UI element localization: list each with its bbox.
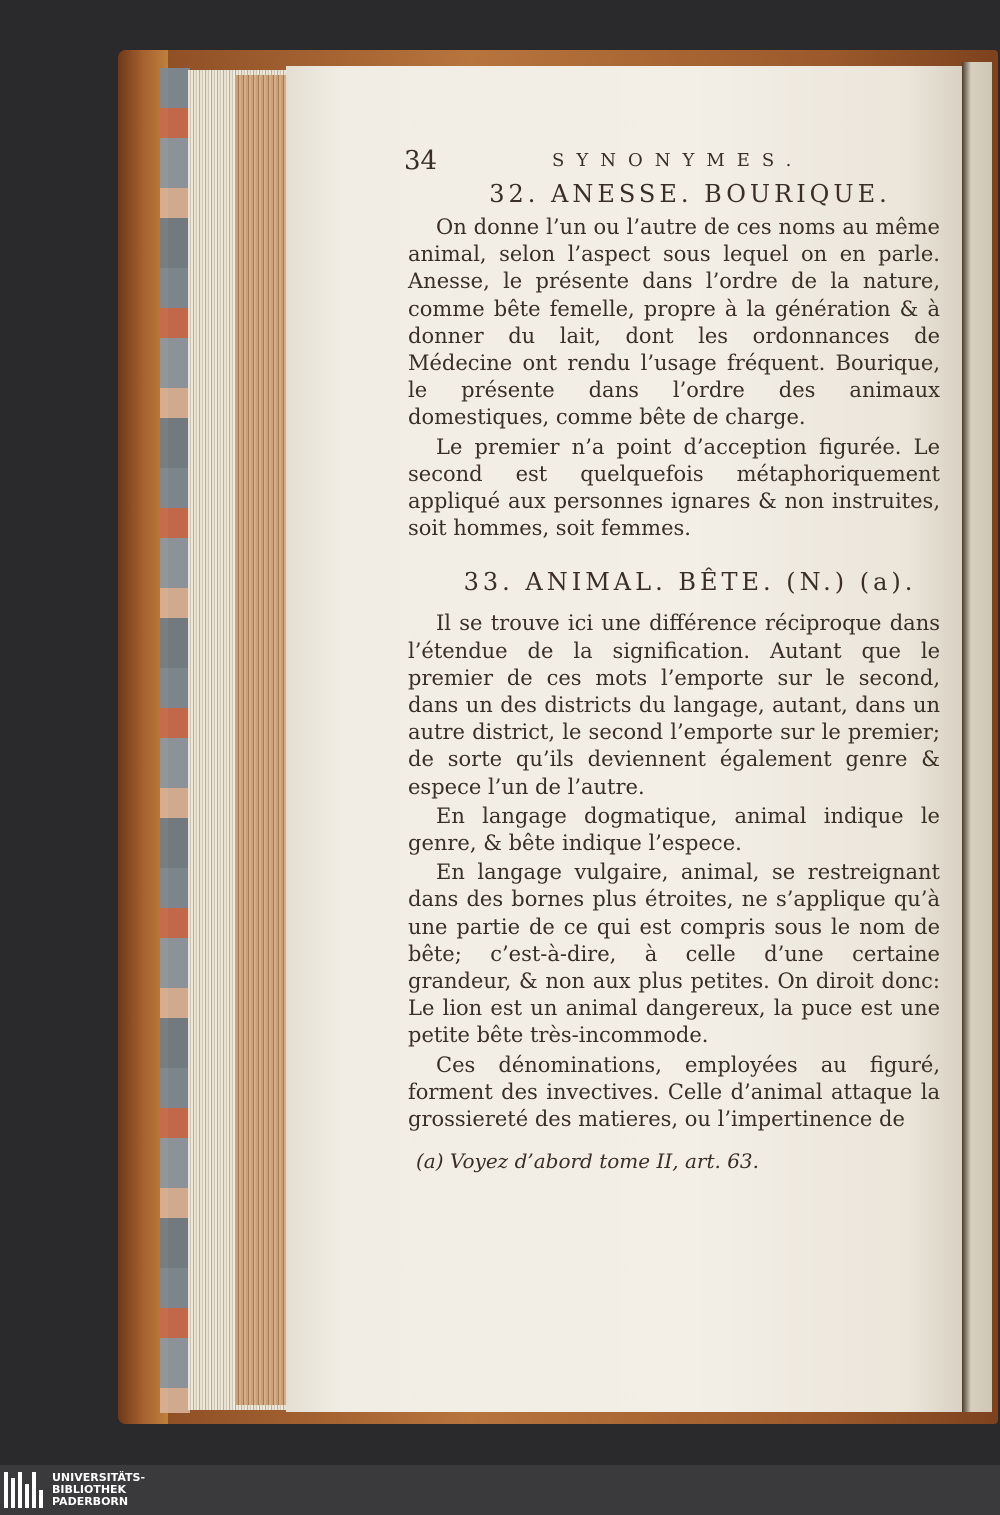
footnote: (a) Voyez d’abord tome II, art. 63. — [416, 1149, 760, 1174]
section-title: 32. ANESSE. BOURIQUE. — [489, 180, 891, 208]
page-stack-edge — [236, 75, 288, 1405]
logo-line: PADERBORN — [52, 1495, 129, 1508]
page-number: 34 — [404, 146, 438, 176]
paragraph: On donne l’un ou l’autre de ces noms au même animal, selon l’aspect sous lequel on en parle. Anesse, le présente dans l’ordre de la nature, comme bête femelle, propre à la génération & à donner du lait, dont les ordonnances de Médecine ont rendu l’usage fréquent. Bourique, le présente dans l’ordre des animaux domestiques, comme bête de charge. — [408, 215, 940, 430]
paragraph: Le premier n’a point d’acception figurée. Le second est quelquefois métaphoriquement appliqué aux personnes ignares & non instruites, soit hommes, soit femmes. — [408, 434, 940, 541]
logo-line: BIBLIOTHEK — [52, 1483, 127, 1496]
paragraph: Ces dénominations, employées au figuré, forment des invectives. Celle d’animal attaque la grossiereté des matieres, ou l’impertinence de — [408, 1052, 940, 1132]
facing-page-edge — [962, 62, 992, 1412]
section-title: 33. ANIMAL. BÊTE. (N.) (a). — [463, 568, 917, 597]
logo-line: UNIVERSITÄTS- — [52, 1471, 146, 1484]
paragraph: En langage dogmatique, animal indique le genre, & bête indique l’espece. — [408, 803, 940, 856]
page-header — [404, 140, 944, 176]
marbled-edge — [160, 68, 190, 1413]
running-head: SYNONYMES. — [552, 150, 804, 171]
library-logo-text — [52, 1472, 145, 1508]
paragraph: En langage vulgaire, animal, se restreignant dans des bornes plus étroites, ne s’applique qu’à une partie de ce qui est compris sous le nom de bête; c’est-à-dire, à celle d’une certaine grandeur, & non aux plus petites. On diroit donc: Le lion est un animal dangereux, la puce est une petite bête très-incommode. — [408, 860, 940, 1048]
library-logo-icon — [4, 1472, 44, 1508]
page-text — [404, 140, 944, 1175]
paragraph: Il se trouve ici une différence réciproque dans l’étendue de la signification. Autant que le premier de ces mots l’emporte sur le second, dans un des districts du langage, autant, dans un autre district, le second l’emporte sur le premier; de sorte qu’ils deviennent également genre & espece l’un de l’autre. — [408, 611, 940, 799]
library-footer — [0, 1465, 1000, 1515]
